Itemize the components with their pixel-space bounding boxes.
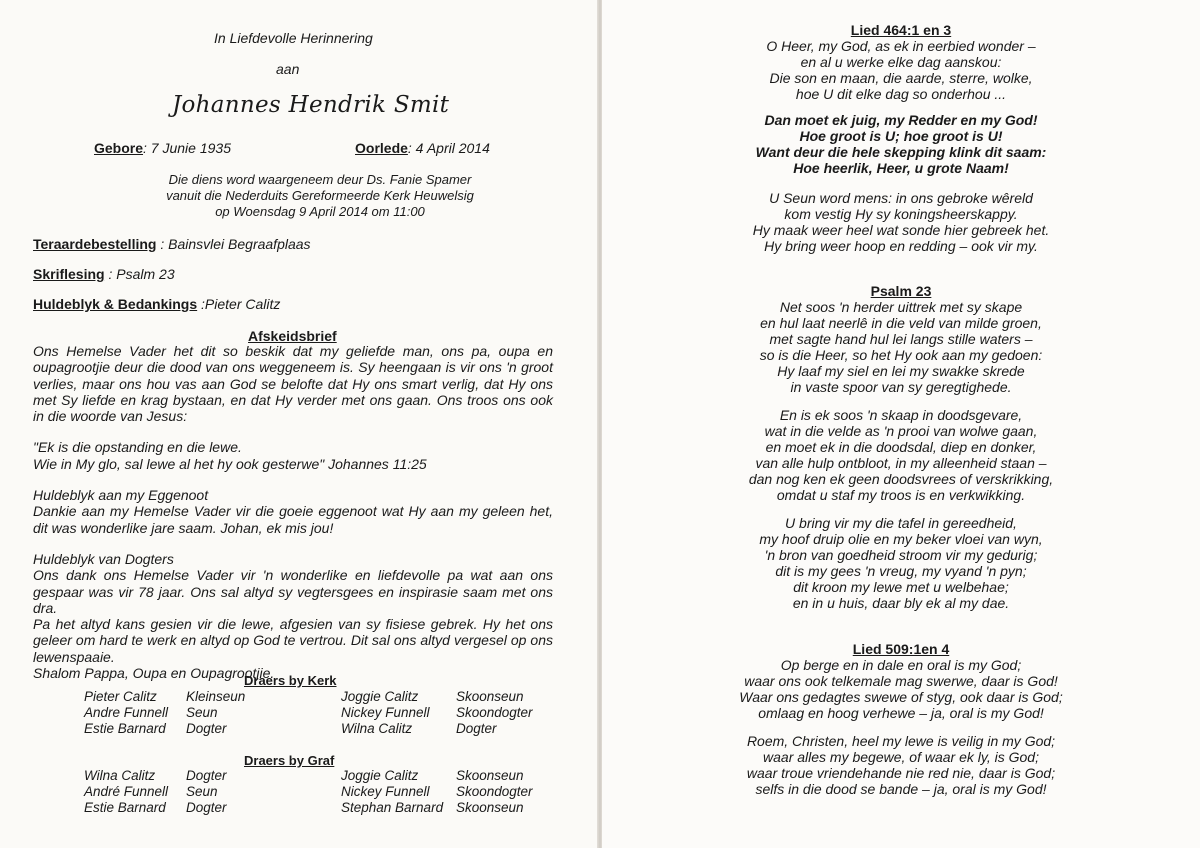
bearer-name: Joggie Calitz: [341, 768, 419, 783]
psalm-line: Hy laaf my siel en lei my swakke skrede: [777, 363, 1025, 379]
psalm-line: so is die Heer, so het Hy ook aan my gedoen:: [759, 347, 1043, 363]
chorus-line: Dan moet ek juig, my Redder en my God!: [764, 112, 1038, 128]
bearer-name: Nickey Funnell: [341, 784, 430, 799]
daughters-heading: Huldeblyk van Dogters: [33, 550, 174, 567]
psalm-title: Psalm 23: [870, 283, 932, 299]
quote-line: Wie in My glo, sal lewe al het hy ook gesterwe" Johannes 11:25: [33, 455, 427, 472]
psalm-line: wat in die velde as 'n prooi van wolwe gaan,: [764, 423, 1038, 439]
psalm-line: omdat u staf my troos is en verkwikking.: [776, 487, 1026, 503]
born-label: Gebore: [94, 140, 144, 156]
bearer-row: [84, 784, 554, 800]
hymn-line: waar ons ook telkemale mag swerwe, daar is God!: [744, 673, 1058, 689]
hymn-line: Hy bring weer hoop en redding – ook vir my.: [764, 238, 1038, 254]
bearer-relation: Skoonseun: [456, 768, 524, 783]
bearer-name: Joggie Calitz: [341, 689, 419, 704]
daughters-text: Ons dank ons Hemelse Vader vir 'n wonderlike en liefdevolle pa wat aan ons gespaar was vir 78 jaar. Ons sal altyd sy vegtersgees en inspirasie saam met ons dra.: [33, 567, 553, 616]
bearer-relation: Skoondogter: [456, 784, 533, 799]
burial-line: [33, 236, 311, 252]
psalm-line: 'n bron van goedheid stroom vir my gedurig;: [764, 547, 1038, 563]
hymn-line: en al u werke elke dag aanskou:: [800, 54, 1002, 70]
service-info: [140, 172, 500, 220]
psalm-line: En is ek soos 'n skaap in doodsgevare,: [779, 407, 1023, 423]
bearer-row: [84, 800, 554, 816]
bearer-name: Wilna Calitz: [341, 721, 413, 736]
hymn-line: kom vestig Hy sy koningsheerskappy.: [784, 206, 1018, 222]
hymn-title: Lied 509:1en 4: [852, 641, 950, 657]
church-bearers-list: [84, 689, 554, 737]
bearer-name: Stephan Barnard: [341, 800, 444, 815]
letter-paragraph: Ons Hemelse Vader het dit so beskik dat my geliefde man, ons pa, oupa en oupagrootjie deur die dood van ons weggeneem is. Sy heengaan is vir ons 'n groot verlies, maar ons hou vas aan God se belofte dat Hy ons smart verlig, dat Hy ons met Sy liefde en krag bystaan, en dat Hy verder met ons gaan. Ons troos ons ook in die woorde van Jesus:: [33, 343, 553, 425]
bearer-row: [84, 705, 554, 721]
bearer-relation: Seun: [186, 784, 218, 799]
hymn-line: Waar ons gedagtes swewe of styg, ook daar is God;: [739, 689, 1063, 705]
bearer-relation: Dogter: [186, 768, 227, 783]
died-value: : 4 April 2014: [407, 140, 490, 156]
hymn-line: waar alles my begewe, of waar ek ly, is God;: [763, 749, 1039, 765]
aan-text: aan: [276, 61, 300, 77]
chorus-line: Hoe heerlik, Heer, u grote Naam!: [793, 160, 1009, 176]
chorus-line: Hoe groot is U; hoe groot is U!: [799, 128, 1003, 144]
right-page: [602, 0, 1200, 848]
intro-text: In Liefdevolle Herinnering: [214, 30, 373, 46]
spouse-text: Dankie aan my Hemelse Vader vir die goeie eggenoot wat Hy aan my geleen het, dit was wonderlike jare saam. Johan, ek mis jou!: [33, 503, 553, 536]
deceased-name: Johannes Hendrik Smit: [172, 92, 450, 118]
letter-body: [33, 343, 553, 681]
bearer-row: [84, 768, 554, 784]
died-label: Oorlede: [355, 140, 408, 156]
bearer-name: Estie Barnard: [84, 800, 166, 815]
daughters-text: Pa het altyd kans gesien vir die lewe, afgesien van sy fisiese gebrek. Hy het ons geleer om hard te werk en altyd op God te vertrou. Dit sal ons altyd vergesel op ons lewenspaaie.: [33, 616, 553, 665]
hymn-line: Op berge en in dale en oral is my God;: [780, 657, 1022, 673]
bearer-relation: Dogter: [456, 721, 497, 736]
grave-bearers-list: [84, 768, 554, 816]
reading-value: : Psalm 23: [104, 266, 175, 282]
hymn-509: [602, 641, 1200, 797]
quote-line: "Ek is die opstanding en die lewe.: [33, 439, 242, 456]
chorus-line: Want deur die hele skepping klink dit saam:: [755, 144, 1047, 160]
bearer-relation: Dogter: [186, 800, 227, 815]
left-page: [0, 0, 598, 848]
tribute-label: Huldeblyk & Bedankings: [33, 296, 198, 312]
hymn-464: [602, 22, 1200, 254]
hymn-title: Lied 464:1 en 3: [850, 22, 952, 38]
bearer-relation: Seun: [186, 705, 218, 720]
tribute-value: :Pieter Calitz: [197, 296, 281, 312]
hymn-line: Hy maak weer heel wat sonde hier gebreek het.: [752, 222, 1050, 238]
bearer-name: Nickey Funnell: [341, 705, 430, 720]
letter-title: Afskeidsbrief: [248, 328, 337, 344]
born-value: : 7 Junie 1935: [143, 140, 231, 156]
bearer-name: Andre Funnell: [84, 705, 169, 720]
hymn-line: O Heer, my God, as ek in eerbied wonder –: [766, 38, 1036, 54]
church-bearers-title: Draers by Kerk: [244, 673, 337, 688]
hymn-line: Roem, Christen, heel my lewe is veilig in my God;: [746, 733, 1056, 749]
psalm-line: in vaste spoor van sy geregtighede.: [790, 379, 1012, 395]
psalm-line: dan nog ken ek geen doodsvrees of verskrikking,: [748, 471, 1054, 487]
spouse-heading: Huldeblyk aan my Eggenoot: [33, 487, 209, 504]
died-line: [355, 140, 490, 156]
burial-value: : Bainsvlei Begraafplaas: [156, 236, 311, 252]
bearer-row: [84, 689, 554, 705]
bearer-relation: Skoondogter: [456, 705, 533, 720]
psalm-23: [602, 283, 1200, 611]
reading-label: Skriflesing: [33, 266, 105, 282]
bearer-name: André Funnell: [84, 784, 169, 799]
bearer-relation: Dogter: [186, 721, 227, 736]
burial-label: Teraardebestelling: [33, 236, 157, 252]
daughters-text: Shalom Pappa, Oupa en Oupagrootjie.: [33, 665, 275, 682]
born-line: [94, 140, 231, 156]
psalm-line: my hoof druip olie en my beker vloei van wyn,: [759, 531, 1043, 547]
psalm-line: en moet ek in die doodsdal, diep en donker,: [765, 439, 1037, 455]
hymn-line: selfs in die dood se bande – ja, oral is my God!: [755, 781, 1047, 797]
psalm-line: van alle hulp ontbloot, in my alleenheid staan –: [755, 455, 1047, 471]
grave-bearers-title: Draers by Graf: [244, 753, 335, 768]
reading-line: [33, 266, 175, 282]
bearer-row: [84, 721, 554, 737]
psalm-line: U bring vir my die tafel in gereedheid,: [785, 515, 1017, 531]
bearer-name: Wilna Calitz: [84, 768, 156, 783]
psalm-line: dit is my gees 'n vreug, my vyand 'n pyn;: [775, 563, 1027, 579]
psalm-line: en in u huis, daar bly ek al my dae.: [792, 595, 1010, 611]
psalm-line: en hul laat neerlê in die veld van milde groen,: [760, 315, 1042, 331]
bearer-name: Pieter Calitz: [84, 689, 157, 704]
service-line: op Woensdag 9 April 2014 om 11:00: [215, 204, 425, 219]
psalm-line: dit kroon my lewe met u welbehae;: [793, 579, 1009, 595]
psalm-line: met sagte hand hul lei langs stille waters –: [769, 331, 1033, 347]
hymn-line: U Seun word mens: in ons gebroke wêreld: [769, 190, 1033, 206]
bearer-relation: Skoonseun: [456, 800, 524, 815]
hymn-line: Die son en maan, die aarde, sterre, wolke,: [769, 70, 1033, 86]
hymn-line: omlaag en hoog verhewe – ja, oral is my God!: [758, 705, 1044, 721]
service-line: Die diens word waargeneem deur Ds. Fanie Spamer: [168, 172, 472, 187]
bearer-relation: Kleinseun: [186, 689, 246, 704]
psalm-line: Net soos 'n herder uittrek met sy skape: [779, 299, 1023, 315]
tribute-line: [33, 296, 280, 312]
hymn-line: hoe U dit elke dag so onderhou ...: [795, 86, 1007, 102]
hymn-line: waar troue vriendehande nie red nie, daar is God;: [746, 765, 1056, 781]
bearer-name: Estie Barnard: [84, 721, 166, 736]
service-line: vanuit die Nederduits Gereformeerde Kerk Heuwelsig: [166, 188, 474, 203]
bearer-relation: Skoonseun: [456, 689, 524, 704]
